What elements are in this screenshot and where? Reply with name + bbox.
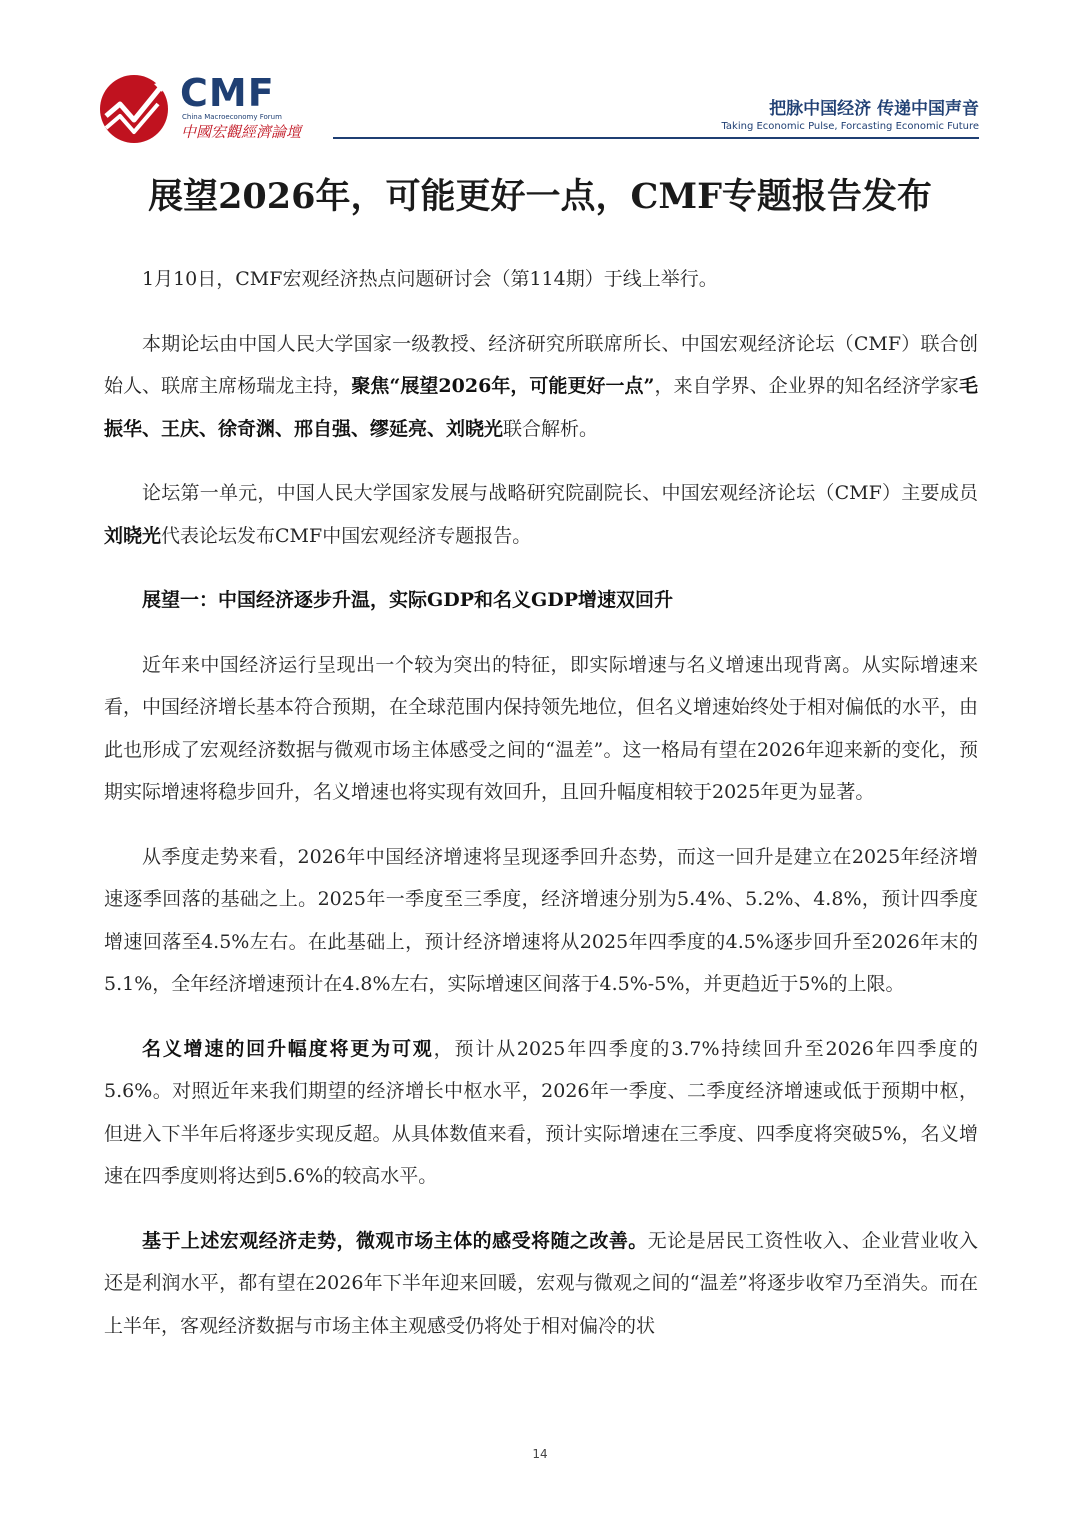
section-heading [104, 579, 978, 622]
header-divider [333, 137, 979, 139]
bold-text: 毛振华、王庆、徐奇渊、邢自强、缪延亮、刘晓光 [104, 375, 978, 440]
paragraph-text: ，来自学界、企业界的知名经济学家 [654, 375, 959, 397]
paragraph-text: ，预计从2025年四季度的3.7%持续回升至2026年四季度的5.6%。对照近年来我们期望的经济增长中枢水平，2026年一季度、二季度经济增速或低于预期中枢，但进入下半年后将逐步实现反超。从具体数值来看，预计实际增速在三季度、四季度将突破5%，名义增速在四季度则将达到5.6%的较高水平。 [104, 1037, 978, 1187]
heading-text: 展望一：中国经济逐步升温，实际GDP和名义GDP增速双回升 [142, 589, 673, 611]
paragraph-intro [104, 258, 978, 301]
bold-text: 刘晓光 [104, 524, 162, 547]
logo-text: CMF [180, 71, 275, 115]
article-body [104, 258, 978, 1369]
paragraph-text: 无论是居民工资性收入、企业营业收入还是利润水平，都有望在2026年下半年迎来回暖，宏观与微观之间的“温差”将逐步收窄乃至消失。而在上半年，客观经济数据与市场主体主观感受仍将处于相对偏冷的状 [104, 1229, 978, 1337]
bold-text: 名义增速的回升幅度将更为可观 [142, 1037, 434, 1060]
slogan-en: Taking Economic Pulse, Forcasting Economic Future [721, 121, 979, 132]
paragraph-text: 从季度走势来看，2026年中国经济增速将呈现逐季回升态势，而这一回升是建立在2025年经济增速逐季回落的基础之上。2025年一季度至三季度，经济增速分别为5.4%、5.2%、4.8%，预计四季度增速回落至4.5%左右。在此基础上，预计经济增速将从2025年四季度的4.5%逐步回升至2026年末的5.1%，全年经济增速预计在4.8%左右，实际增速区间落于4.5%-5%，并更趋近于5%的上限。 [104, 845, 978, 995]
paragraph-text: 1月10日，CMF宏观经济热点问题研讨会（第114期）于线上举行。 [142, 268, 718, 290]
paragraph-text: 联合解析。 [503, 417, 599, 440]
paragraph-micro [104, 1220, 978, 1348]
paragraph-unit-one [104, 472, 978, 557]
paragraph-nominal [104, 1028, 978, 1198]
page-header [0, 0, 1080, 150]
page-title: 展望2026年，可能更好一点，CMF专题报告发布 [148, 176, 932, 217]
bold-text: 基于上述宏观经济走势，微观市场主体的感受将随之改善。 [142, 1229, 648, 1252]
logo-subtitle-en: China Macroeconomy Forum [182, 113, 282, 121]
paragraph-text: 本期论坛由中国人民大学国家一级教授、经济研究所联席所长、中国宏观经济论坛（CMF）联合创始人、联席主席杨瑞龙主持， [104, 332, 978, 397]
page-number: 14 [532, 1447, 548, 1461]
slogan-cn: 把脉中国经济 传递中国声音 [769, 99, 979, 119]
paragraph-text: 论坛第一单元，中国人民大学国家发展与战略研究院副院长、中国宏观经济论坛（CMF）主要成员 [142, 482, 978, 504]
logo-subtitle-cn: 中國宏觀經濟論壇 [181, 123, 302, 141]
paragraph-text: 近年来中国经济运行呈现出一个较为突出的特征，即实际增速与名义增速出现背离。从实际增速来看，中国经济增长基本符合预期，在全球范围内保持领先地位，但名义增速始终处于相对偏低的水平，由此也形成了宏观经济数据与微观市场主体感受之间的“温差”。这一格局有望在2026年迎来新的变化，预期实际增速将稳步回升，名义增速也将实现有效回升，且回升幅度相较于2025年更为显著。 [104, 653, 979, 803]
paragraph-text: 代表论坛发布CMF中国宏观经济专题报告。 [161, 524, 532, 547]
paragraph-divergence [104, 644, 978, 814]
paragraph-quarterly [104, 836, 978, 1006]
paragraph-host [104, 323, 978, 451]
bold-text: 聚焦“展望2026年，可能更好一点” [351, 375, 655, 397]
cmf-logo-icon [98, 74, 172, 144]
